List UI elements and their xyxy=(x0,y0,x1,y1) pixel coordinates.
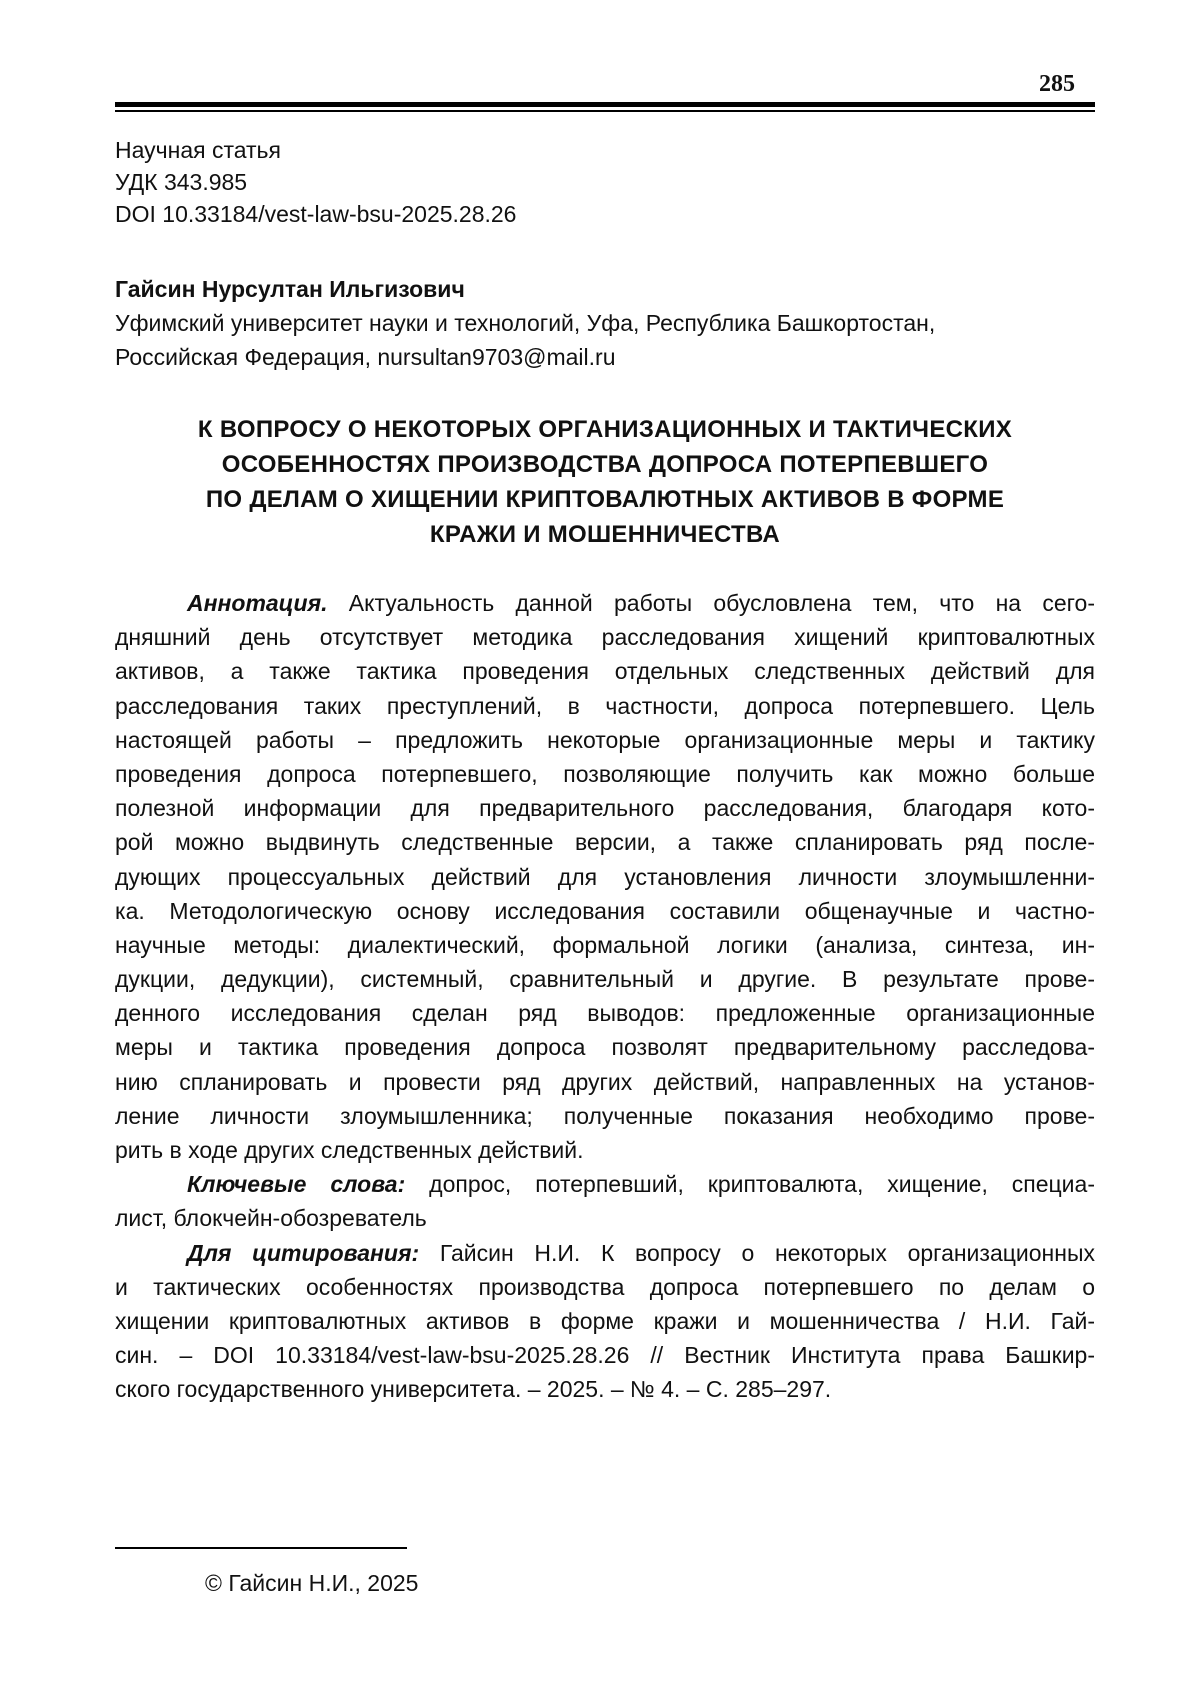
author-name: Гайсин Нурсултан Ильгизович xyxy=(115,276,465,302)
abstract-line: расследования таких преступлений, в частности, допроса потерпевшего. Цель xyxy=(115,692,1095,719)
abstract-line: дняшний день отсутствует методика расследования хищений криптовалютных xyxy=(115,624,1095,651)
author-affiliation-line-2: Российская Федерация, nursultan9703@mail.ru xyxy=(115,344,616,370)
article-type: Научная статья xyxy=(115,137,281,163)
citation-line: хищении криптовалютных активов в форме кражи и мошенничества / Н.И. Гай- xyxy=(115,1307,1095,1334)
author-block xyxy=(115,272,935,374)
keywords-line: лист, блокчейн-обозреватель xyxy=(115,1205,427,1232)
header-rule-thick xyxy=(115,102,1095,107)
abstract-label: Аннотация. xyxy=(187,590,328,616)
abstract-line: полезной информации для предварительного расследования, благодаря кото- xyxy=(115,795,1095,822)
abstract-section xyxy=(115,586,1095,1407)
article-title xyxy=(115,412,1095,552)
abstract-line: ление личности злоумышленника; полученные показания необходимо прове- xyxy=(115,1102,1095,1129)
citation-label: Для цитирования: xyxy=(187,1239,420,1266)
title-line: К ВОПРОСУ О НЕКОТОРЫХ ОРГАНИЗАЦИОННЫХ И ТАКТИЧЕСКИХ xyxy=(197,416,1013,443)
udk-code: УДК 343.985 xyxy=(115,169,248,195)
citation-line: ского государственного университета. – 2025. – № 4. – С. 285–297. xyxy=(115,1376,832,1403)
abstract-line: денного исследования сделан ряд выводов: предложенные организационные xyxy=(115,1000,1095,1027)
footnote-rule xyxy=(115,1547,407,1549)
abstract-line: рить в ходе других следственных действий. xyxy=(115,1137,584,1163)
citation-line: Для цитирования: Гайсин Н.И. К вопросу о некоторых организационных xyxy=(187,1239,1095,1266)
abstract-line: нию спланировать и провести ряд других действий, направленных на установ- xyxy=(115,1068,1095,1095)
copyright-notice: © Гайсин Н.И., 2025 xyxy=(205,1570,419,1596)
citation-line: и тактических особенностях производства допроса потерпевшего по делам о xyxy=(115,1273,1095,1300)
abstract-line: рой можно выдвинуть следственные версии, а также спланировать ряд после- xyxy=(115,829,1095,856)
abstract-line: меры и тактика проведения допроса позволят предварительному расследова- xyxy=(115,1034,1095,1061)
abstract-line: проведения допроса потерпевшего, позволяющие получить как можно больше xyxy=(115,760,1095,787)
header-rule-thin xyxy=(115,110,1095,112)
abstract-line: Аннотация. Актуальность данной работы обусловлена тем, что на сего- xyxy=(187,590,1095,616)
keywords-label: Ключевые слова: xyxy=(187,1171,406,1198)
abstract-line: научные методы: диалектический, формальной логики (анализа, синтеза, ин- xyxy=(115,931,1095,958)
abstract-line: дующих процессуальных действий для установления личности злоумышленни- xyxy=(115,863,1095,890)
article-meta xyxy=(115,134,516,230)
abstract-line: ка. Методологическую основу исследования составили общенаучные и частно- xyxy=(115,897,1095,924)
page-number: 285 xyxy=(1039,71,1075,97)
doi: DOI 10.33184/vest-law-bsu-2025.28.26 xyxy=(115,201,517,227)
citation-line: син. – DOI 10.33184/vest-law-bsu-2025.28.26 // Вестник Института права Башкир- xyxy=(115,1342,1095,1369)
abstract-line: дукции, дедукции), системный, сравнительный и другие. В результате прове- xyxy=(115,966,1095,993)
title-line: ПО ДЕЛАМ О ХИЩЕНИИ КРИПТОВАЛЮТНЫХ АКТИВОВ В ФОРМЕ xyxy=(205,486,1005,513)
title-line: КРАЖИ И МОШЕННИЧЕСТВА xyxy=(429,521,781,548)
author-affiliation-line-1: Уфимский университет науки и технологий, Уфа, Республика Башкортостан, xyxy=(115,310,936,336)
abstract-line: настоящей работы – предложить некоторые организационные меры и тактику xyxy=(115,726,1095,753)
keywords-line: Ключевые слова: допрос, потерпевший, криптовалюта, хищение, специа- xyxy=(187,1171,1095,1198)
abstract-line: активов, а также тактика проведения отдельных следственных действий для xyxy=(115,658,1095,685)
title-line: ОСОБЕННОСТЯХ ПРОИЗВОДСТВА ДОПРОСА ПОТЕРПЕВШЕГО xyxy=(221,451,989,478)
